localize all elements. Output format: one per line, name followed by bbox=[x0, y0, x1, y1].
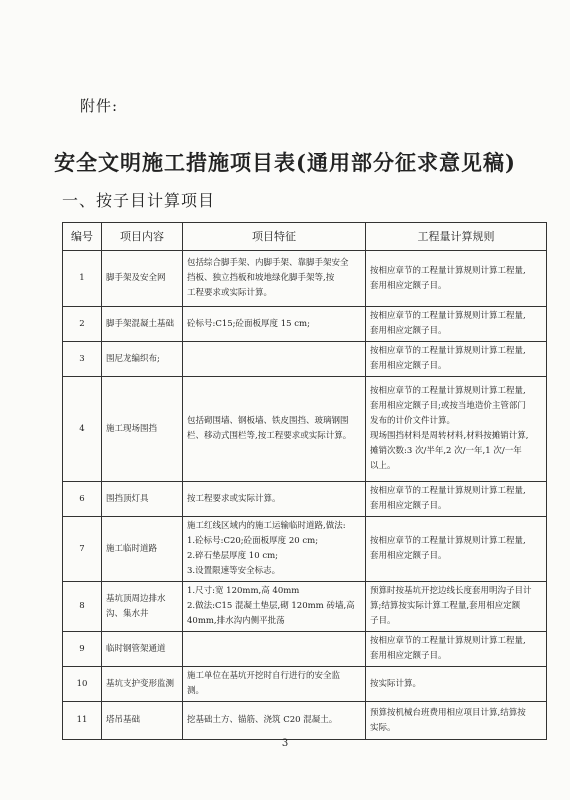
cell-content: 基坑顶周边排水沟、集水井 bbox=[102, 582, 183, 632]
cell-no: 6 bbox=[63, 482, 102, 517]
rule-line: 按相应章节的工程量计算规则计算工程量, bbox=[370, 265, 526, 276]
attachment-label: 附件: bbox=[80, 97, 119, 115]
feature-line: 2.碎石垫层厚度 10 cm; bbox=[187, 551, 279, 561]
cell-rule bbox=[366, 307, 547, 342]
cell-rule bbox=[366, 377, 547, 482]
feature-line: 2.做法:C15 混凝土垫层,砌 120mm 砖墙,高 bbox=[187, 601, 355, 611]
feature-line: 1.尺寸:宽 120mm,高 40mm bbox=[187, 586, 300, 596]
cell-feature bbox=[183, 702, 366, 740]
table-row bbox=[63, 632, 547, 667]
cell-content: 围尼龙编织布; bbox=[102, 342, 183, 377]
rule-line: 发布的计价文件计算。 bbox=[370, 416, 456, 426]
table-row bbox=[63, 702, 547, 740]
feature-line: 1.砼标号:C20;砼面板厚度 20 cm; bbox=[187, 536, 319, 546]
rule-line: 实际。 bbox=[370, 722, 396, 733]
cell-feature bbox=[183, 377, 366, 482]
rule-line: 按相应章节的工程量计算规则计算工程量, bbox=[370, 386, 526, 396]
table-row bbox=[63, 307, 547, 342]
table-row bbox=[63, 342, 547, 377]
rule-line: 按相应章节的工程量计算规则计算工程量, bbox=[370, 311, 526, 321]
rule-line: 套用相应定额子目。 bbox=[370, 501, 447, 511]
feature-line: 40mm,排水沟内侧平批荡 bbox=[187, 616, 285, 626]
cell-no: 1 bbox=[63, 251, 102, 307]
feature-line: 3.设置限速等安全标志。 bbox=[187, 566, 281, 576]
document-title: 安全文明施工措施项目表(通用部分征求意见稿) bbox=[54, 150, 516, 175]
cell-feature bbox=[183, 517, 366, 582]
rule-line: 算;结算按实际计算工程量,套用相应定额 bbox=[370, 601, 521, 611]
feature-line: 按工程要求或实际计算。 bbox=[187, 493, 281, 504]
cell-no: 4 bbox=[63, 377, 102, 482]
feature-line: 挡板、独立挡板和坡地绿化脚手架等,按 bbox=[187, 273, 335, 283]
header-content: 项目内容 bbox=[102, 223, 183, 251]
cell-feature bbox=[183, 251, 366, 307]
cell-no: 7 bbox=[63, 517, 102, 582]
cell-rule bbox=[366, 517, 547, 582]
cell-no: 3 bbox=[63, 342, 102, 377]
cell-no: 10 bbox=[63, 667, 102, 702]
rule-line: 以上。 bbox=[370, 461, 396, 471]
rule-line: 摊销次数:3 次/半年,2 次/一年,1 次/一年 bbox=[370, 446, 522, 456]
table-body bbox=[63, 251, 547, 740]
cell-content: 基坑支护变形监测 bbox=[102, 667, 183, 702]
rule-line: 按相应章节的工程量计算规则计算工程量, bbox=[370, 636, 526, 646]
table-row bbox=[63, 667, 547, 702]
cell-content: 围挡顶灯具 bbox=[102, 482, 183, 517]
rule-line: 套用相应定额子目。 bbox=[370, 651, 447, 661]
feature-line: 施工红线区域内的施工运输临时道路,做法: bbox=[187, 521, 346, 531]
cell-rule bbox=[366, 582, 547, 632]
cell-rule bbox=[366, 632, 547, 667]
rule-line: 套用相应定额子目。 bbox=[370, 326, 447, 336]
header-no: 编号 bbox=[63, 223, 102, 251]
rule-line: 套用相应定额子目。 bbox=[370, 551, 447, 561]
cell-rule bbox=[366, 702, 547, 740]
cell-rule bbox=[366, 342, 547, 377]
cell-no: 9 bbox=[63, 632, 102, 667]
cell-rule bbox=[366, 667, 547, 702]
cell-content: 脚手架混凝土基础 bbox=[102, 307, 183, 342]
feature-line: 砼标号:C15;砼面板厚度 15 cm; bbox=[187, 318, 310, 329]
table-header-row bbox=[63, 223, 547, 251]
table-row bbox=[63, 251, 547, 307]
cell-rule bbox=[366, 251, 547, 307]
table-row bbox=[63, 482, 547, 517]
feature-line: 工程要求或实际计算。 bbox=[187, 288, 273, 298]
cell-feature bbox=[183, 582, 366, 632]
cell-no: 2 bbox=[63, 307, 102, 342]
cell-feature bbox=[183, 307, 366, 342]
table-row bbox=[63, 517, 547, 582]
cell-no: 11 bbox=[63, 702, 102, 740]
rule-line: 子目。 bbox=[370, 616, 396, 626]
cell-content: 施工临时道路 bbox=[102, 517, 183, 582]
rule-line: 按相应章节的工程量计算规则计算工程量, bbox=[370, 486, 526, 496]
header-feature: 项目特征 bbox=[183, 223, 366, 251]
table-row bbox=[63, 582, 547, 632]
rule-line: 现场围挡材料是周转材料,材料按摊销计算, bbox=[370, 431, 529, 441]
feature-line: 测。 bbox=[187, 686, 205, 696]
cell-feature bbox=[183, 342, 366, 377]
cell-content: 临时钢管架通道 bbox=[102, 632, 183, 667]
cell-content: 脚手架及安全网 bbox=[102, 251, 183, 307]
rule-line: 按实际计算。 bbox=[370, 678, 422, 689]
rule-line: 套用相应定额子目。 bbox=[370, 280, 447, 291]
cell-content: 施工现场围挡 bbox=[102, 377, 183, 482]
feature-line: 挖基础土方、锚筋、浇筑 C20 混凝土。 bbox=[187, 715, 338, 725]
feature-line: 栏、移动式围栏等,按工程要求或实际计算。 bbox=[187, 431, 352, 441]
cell-rule bbox=[366, 482, 547, 517]
rule-line: 预算时按基坑开挖边线长度套用明沟子目计 bbox=[370, 586, 532, 596]
cell-feature bbox=[183, 667, 366, 702]
rule-line: 预算按机械台班费用相应项目计算,结算按 bbox=[370, 707, 526, 718]
measures-table bbox=[62, 222, 547, 740]
section-heading: 一、按子目计算项目 bbox=[62, 191, 216, 210]
cell-feature bbox=[183, 632, 366, 667]
feature-line: 施工单位在基坑开挖时自行进行的安全监 bbox=[187, 671, 341, 681]
table-row bbox=[63, 377, 547, 482]
feature-line: 包括砌围墙、钢板墙、铁皮围挡、玻璃钢围 bbox=[187, 416, 349, 426]
rule-line: 套用相应定额子目;或按当地造价主管部门 bbox=[370, 401, 526, 411]
header-rule: 工程量计算规则 bbox=[366, 223, 547, 251]
rule-line: 套用相应定额子目。 bbox=[370, 361, 447, 371]
cell-no: 8 bbox=[63, 582, 102, 632]
rule-line: 按相应章节的工程量计算规则计算工程量, bbox=[370, 346, 526, 356]
cell-content: 塔吊基础 bbox=[102, 702, 183, 740]
page-number: 3 bbox=[281, 738, 289, 749]
rule-line: 按相应章节的工程量计算规则计算工程量, bbox=[370, 536, 526, 546]
feature-line: 包括综合脚手架、内脚手架、靠脚手架安全 bbox=[187, 258, 349, 268]
cell-feature bbox=[183, 482, 366, 517]
